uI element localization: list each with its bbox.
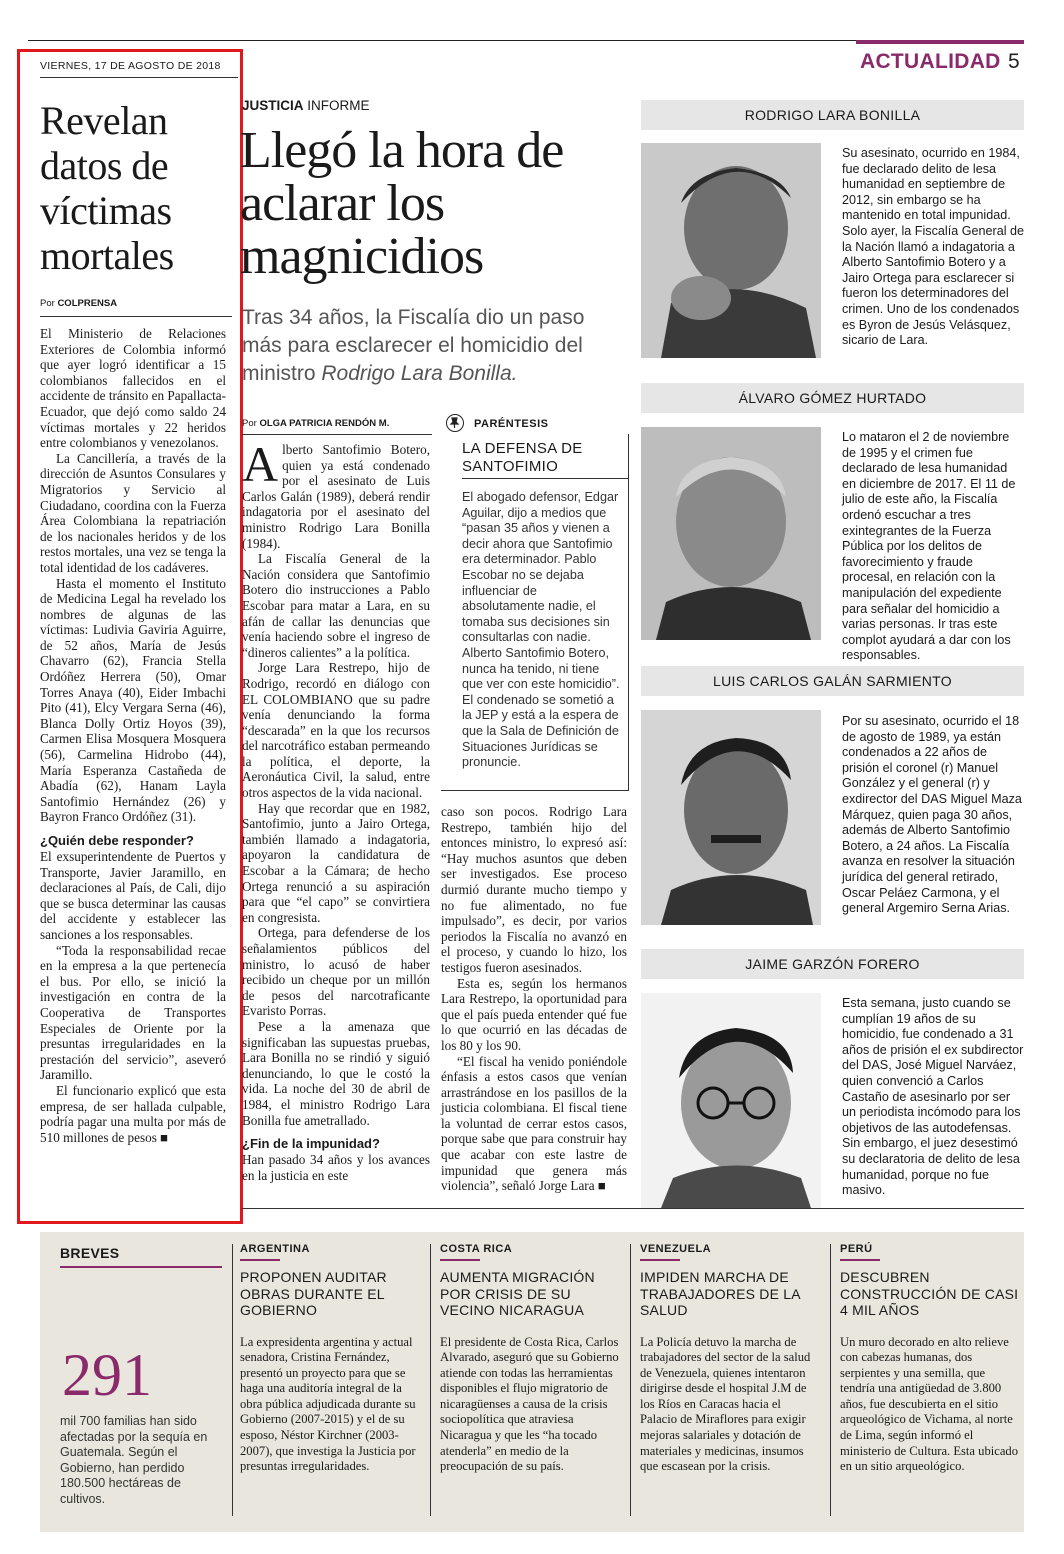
breve-venezuela bbox=[640, 1243, 820, 1475]
profile-name-band: RODRIGO LARA BONILLA bbox=[641, 100, 1024, 130]
issue-date: VIERNES, 17 DE AGOSTO DE 2018 bbox=[40, 60, 221, 72]
breve-argentina bbox=[240, 1243, 420, 1475]
parentesis-side-rule bbox=[628, 434, 629, 790]
breve-headline: PROPONEN AUDITAR OBRAS DURANTE EL GOBIERNO bbox=[240, 1269, 387, 1318]
section-title: ACTUALIDAD bbox=[860, 50, 1001, 73]
breves-col-rule bbox=[232, 1244, 233, 1516]
breves-col-rule bbox=[630, 1244, 631, 1516]
main-paragraph: Han pasado 34 años y los avances en la justicia en este bbox=[242, 1152, 430, 1183]
breves-col-rule bbox=[430, 1244, 431, 1516]
breve-text: La Policía detuvo la marcha de trabajadores del sector de la salud de Venezuela, quienes intentaron dirigirse desde el hospital J.M de los Ríos en Caracas hacia el Palacio de Miraflores para exigir mejoras salariales y dotación de materiales y medicinas, insumos que escasean por la crisis. bbox=[640, 1334, 811, 1474]
breve-peru bbox=[840, 1243, 1020, 1475]
breve-text: La expresidenta argentina y actual senadora, Cristina Fernández, presentó un proyecto para que se haga una auditoría integral de la obra pública adjudicada durante su Gobierno (2007-2015) y el de su esposo, Néstor Kirchner (2003-2007), que investiga la Justicia por presuntas irregularidades. bbox=[240, 1334, 416, 1474]
parentesis-title-rule bbox=[462, 478, 628, 479]
sidebar-headline: Revelan datos de víctimas mortales bbox=[40, 98, 174, 278]
stat-text: mil 700 familias han sido afectadas por la sequía en Guatemala. Según el Gobierno, han perdido 180.500 hectáreas de cultivos. bbox=[60, 1414, 208, 1506]
main-paragraph: Hay que recordar que en 1982, Santofimio, junto a Jairo Ortega, también llamado a indagatoria, apoyaron la candidatura de Escobar a la Cámara; de hecho Ortega renunció a su aspiración para que “el capo” se convirtiera en congresista. bbox=[242, 800, 430, 925]
sidebar-body bbox=[40, 326, 226, 1145]
dropcap: A bbox=[242, 436, 279, 492]
sidebar-paragraph: El funcionario explicó que esta empresa, de ser hallada culpable, podría pagar una multa por más de 510 millones de pesos ■ bbox=[40, 1082, 226, 1145]
breve-country: ARGENTINA bbox=[240, 1243, 280, 1261]
breve-headline: DESCUBREN CONSTRUCCIÓN DE CASI 4 MIL AÑOS bbox=[840, 1269, 1019, 1318]
profile-text: Por su asesinato, ocurrido el 18 de agosto de 1989, ya están condenados a 22 años de prisión el coronel (r) Manuel González y el general (r) y exdirector del DAS Miguel Maza Márquez, quien paga 30 años, además de Alberto Santofimio Botero, a 24 años. La Fiscalía avanza en resolver la situación jurídica del general retirado, Oscar Peláez Carmona, y el general Argemiro Serna Arias. bbox=[842, 714, 1022, 916]
breve-headline: IMPIDEN MARCHA DE TRABAJADORES DE LA SALUD bbox=[640, 1269, 800, 1318]
sidebar-paragraph: El Ministerio de Relaciones Exteriores de Colombia informó que ayer logró identificar a 15 colombianos fallecidos en el accidente de tránsito en Papallacta-Ecuador, que dejó como saldo 24 víctimas mortales y 22 heridos entre colombianos y venezolanos. bbox=[40, 326, 226, 451]
parentesis-text: El abogado defensor, Edgar Aguilar, dijo a medios que “pasan 35 años y vienen a decir ahora que Santofimio era determinador. Pablo Escobar no se dejaba influenciar de absolutamente nadie, el tomaba sus decisiones sin consultarlas con nadie. Alberto Santofimio Botero, nunca ha tenido, ni tiene que ver con este homicidio”. El condenado se sometió a la JEP y está a la espera de que la Sala de Definición de Situaciones Jurídicas se pronuncie. bbox=[462, 490, 620, 770]
breve-country: COSTA RICA bbox=[440, 1243, 480, 1261]
main-byline-rule bbox=[242, 434, 432, 435]
profile-text: Lo mataron el 2 de noviembre de 1995 y el crimen fue declarado de lesa humanidad en diciembre de 2017. El 11 de julio de este año, la Fiscalía ordenó escuchar a tres exintegrantes de la Fuerza Pública por los delitos de favorecimiento y fraude procesal, en relación con la manipulación del expediente para señalar del homicidio a varias personas. Ir tras este complot ayudará a dar con los responsables. bbox=[842, 430, 1016, 663]
profile-text: Su asesinato, ocurrido en 1984, fue declarado delito de lesa humanidad en septiembre de 2012, sin embargo se ha mantenido en total impunidad. Solo ayer, la Fiscalía General de la Nación llamó a indagatoria a Alberto Santofimio Botero y a Jairo Ortega para esclarecer si fueron los determinadores del crimen. Uno de los condenados es Byron de Jesús Velásquez, sicario de Lara. bbox=[842, 146, 1025, 348]
breve-country: VENEZUELA bbox=[640, 1243, 680, 1261]
breves-label: BREVES bbox=[60, 1245, 120, 1261]
profile-name-band: JAIME GARZÓN FORERO bbox=[641, 949, 1024, 979]
main-col2 bbox=[441, 804, 627, 1194]
bottom-rule bbox=[242, 1208, 1024, 1209]
sidebar-paragraph: Hasta el momento el Instituto de Medicina Legal ha revelado los nombres de algunas de las víctimas: Ludivia Gaviria Aguirre, de 52 años, María de Jesús Chavarro (62), Francia Stella Ordóñez Herrera (50), Omar Torres Anaya (40), Eider Imbachi Pito (41), Elcy Vergara Serna (46), Blanca Dolly Ortiz Hoyos (39), Carmen Elisa Mosquera Mosquera (56), Carmelina Hidrobo (44), María Esperanza Castañeda de Abadía (62), Hanam Layla Santofimio Hernández (26) y Bayron Franco Ordóñez (31). bbox=[40, 575, 226, 825]
portrait-jaime-garzon bbox=[641, 993, 821, 1208]
sidebar-byline: Por COLPRENSA bbox=[40, 298, 118, 309]
section-accent-bar bbox=[856, 40, 1024, 44]
main-deck: Tras 34 años, la Fiscalía dio un paso más para esclarecer el homicidio del ministro Rodrigo Lara Bonilla. bbox=[242, 306, 585, 385]
breve-text: El presidente de Costa Rica, Carlos Alvarado, aseguró que su Gobierno atiende con todas las herramientas disponibles el flujo migratorio de nicaragüenses a causa de la crisis sociopolítica que atraviesa Nicaragua y que les “ha tocado atenderla” en medio de la preocupación de su país. bbox=[440, 1334, 619, 1474]
breve-costa-rica bbox=[440, 1243, 620, 1475]
main-paragraph: caso son pocos. Rodrigo Lara Restrepo, también hijo del entonces ministro, lo expresó así: “Hay muchos asuntos que deben ser investigados. Ese proceso durmió durante mucho tiempo y no fue alimentado, no fue impulsado”, es decir, por varios periodos la Fiscalía no avanzó en el proceso, y cuando lo hizo, los testigos fueron asesinados. bbox=[441, 804, 627, 975]
profile-text: Esta semana, justo cuando se cumplían 19 años de su homicidio, fue condenado a 31 años de prisión el ex subdirector del DAS, José Miguel Narváez, quien convenció a Carlos Castaño de asesinarlo por ser un periodista incómodo para los objetivos de las autodefensas. Sin embargo, el juez desestimó su declaratoria de delito de lesa humanidad, porque no fue masivo. bbox=[842, 996, 1024, 1198]
portrait-alvaro-gomez bbox=[641, 427, 821, 640]
parentesis-title: LA DEFENSA DE SANTOFIMIO bbox=[462, 440, 583, 475]
breve-country: PERÚ bbox=[840, 1243, 880, 1261]
sidebar-subhead: ¿Quién debe responder? bbox=[40, 833, 194, 848]
parentesis-label: PARÉNTESIS bbox=[474, 418, 549, 430]
page-number: 5 bbox=[1008, 50, 1020, 73]
main-paragraph: Jorge Lara Restrepo, hijo de Rodrigo, recordó en diálogo con EL COLOMBIANO que su padre venía denunciando la forma “descarada” en la que los recursos del narcotráfico estaban permeando la política, el deporte, la Aeronáutica Civil, la salud, entre otros aspectos de la vida nacional. bbox=[242, 660, 430, 801]
sidebar-paragraph: El exsuperintendente de Puertos y Transporte, Javier Jaramillo, en declaraciones al País, de Cali, dijo que se busca determinar las causas del accidente y establecer las sanciones a los responsables. bbox=[40, 849, 226, 942]
sidebar-paragraph: “Toda la responsabilidad recae en la empresa a la que pertenecía el bus. Por ello, se inició la investigación en contra de la Cooperativa de Transportes Especiales de Oriente por la presuntas irregularidades en la prestación del servicio”, aseveró Jaramillo. bbox=[40, 942, 226, 1083]
main-paragraph: Pese a la amenaza que significaban las supuestas pruebas, Lara Bonilla no se rindió y siguió denunciando, lo que le costó la vida. La noche del 30 de abril de 1984, el ministro Rodrigo Lara Bonilla fue ametrallado. bbox=[242, 1018, 430, 1128]
main-paragraph: “El fiscal ha venido poniéndole énfasis a estos casos que venían arrastrándose en los pasillos de la justicia colombiana. El fiscal tiene la voluntad de cerrar estos casos, porque sabe que para construir hay que acabar con este lastre de impunidad que genera más violencia”, señaló Jorge Lara ■ bbox=[441, 1053, 627, 1194]
portrait-rodrigo-lara bbox=[641, 143, 821, 358]
sidebar-paragraph: La Cancillería, a través de la dirección de Asuntos Consulares y Migratorios y Servicio al Ciudadano, coordina con la Fuerza Área Colombiana la repatriación de los nacionales heridos y de los restos mortales, una vez se tenga la total identidad de los cadáveres. bbox=[40, 450, 226, 575]
main-paragraph: La Fiscalía General de la Nación considera que Santofimio Botero dio instrucciones a Pablo Escobar para matar a Lara, en su afán de callar las denuncias que venía haciendo sobre el ingreso de “dineros calientes” a la política. bbox=[242, 551, 430, 660]
breve-headline: AUMENTA MIGRACIÓN POR CRISIS DE SU VECINO NICARAGUA bbox=[440, 1269, 595, 1318]
breve-text: Un muro decorado en alto relieve con cabezas humanas, dos serpientes y una semilla, que tendría una antigüedad de 3.800 años, fue descubierta en el sitio arqueológico de Vichama, al norte de Lima, según informó el ministerio de Cultura. Esta ubicado en un sitio arqueológico. bbox=[840, 1334, 1019, 1474]
main-paragraph: Esta es, según los hermanos Lara Restrepo, la oportunidad para que el país pueda entender qué fue lo que ocurrió en las décadas de los 80 y los 90. bbox=[441, 975, 627, 1053]
main-kicker: JUSTICIA INFORME bbox=[242, 98, 370, 113]
main-paragraph: Ortega, para defenderse de los señalamientos públicos del ministro, lo acusó de haber recibido un cheque por un millón de pesos del narcotraficante Evaristo Porras. bbox=[242, 925, 430, 1019]
breves-col-rule bbox=[830, 1244, 831, 1516]
portrait-luis-carlos-galan bbox=[641, 710, 821, 925]
pin-icon bbox=[446, 414, 464, 432]
profile-name-band: LUIS CARLOS GALÁN SARMIENTO bbox=[641, 666, 1024, 696]
profile-name-band: ÁLVARO GÓMEZ HURTADO bbox=[641, 383, 1024, 413]
byline-rule bbox=[40, 316, 232, 317]
breves-label-rule bbox=[60, 1266, 222, 1268]
main-subhead: ¿Fin de la impunidad? bbox=[242, 1136, 380, 1152]
main-headline: Llegó la hora de aclarar los magnicidios bbox=[240, 122, 564, 285]
main-col1: Alberto Santofimio Botero, quien ya está condenado por el asesinato de Luis Carlos Galán (1989), deberá rendir indagatoria por el asesinato del ministro Rodrigo Lara Bonilla (1984). La Fiscalía General de la Nación considera que Santofimio Botero dio instrucciones a Pablo Escobar para matar a Lara, en su afán de callar las denuncias que venía haciendo sobre el ingreso de “dineros calientes” a la política. Jorge Lara Restrepo, hijo de Rodrigo, recordó en diálogo con EL COLOMBIANO que su padre venía denunciando la forma “descarada” en la que los recursos del narcotráfico estaban permeando la política, el deporte, la Aeronáutica Civil, la salud, entre otros aspectos de la vida nacional. Hay que recordar que en 1982, Santofimio, junto a Jairo Ortega, también llamado a indagatoria, apoyaron la candidatura de Escobar a la Cámara; de hecho Ortega renunció a su aspiración para que “el capo” se convirtiera en congresista. Ortega, para defenderse de los señalamientos públicos del ministro, lo acusó de haber recibido un cheque por un millón de pesos del narcotraficante Evaristo Porras. Pese a la amenaza que significaban las supuestas pruebas, Lara Bonilla no se rindió y siguió denunciando, lo que le costó la vida. La noche del 30 de abril de 1984, el ministro Rodrigo Lara Bonilla fue ametrallado. ¿Fin de la impunidad? Han pasado 34 años y los avances en la justicia en este bbox=[242, 436, 430, 1183]
stat-number: 291 bbox=[62, 1342, 152, 1408]
parentesis-bottom-rule bbox=[441, 790, 629, 791]
main-byline: Por OLGA PATRICIA RENDÓN M. bbox=[242, 418, 390, 429]
